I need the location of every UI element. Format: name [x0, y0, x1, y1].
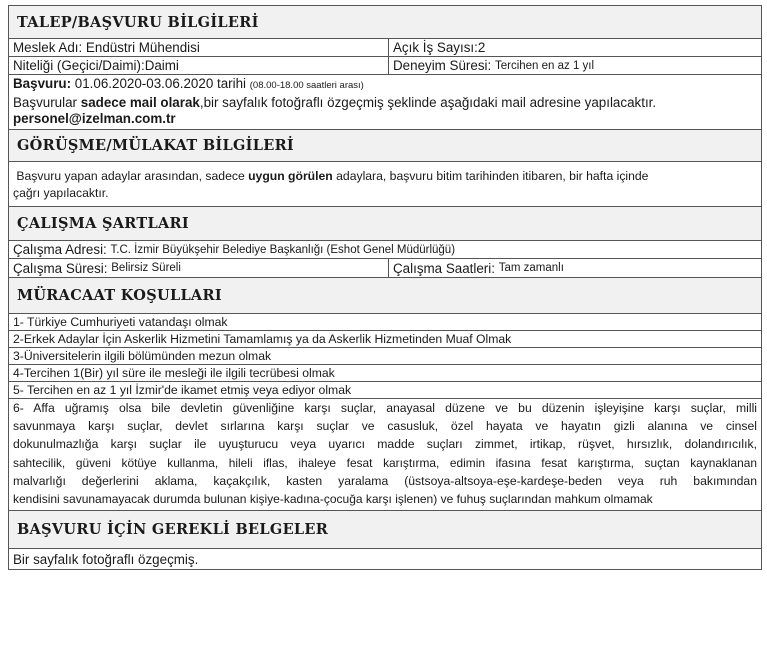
muracaat-item-text: 1- Türkiye Cumhuriyeti vatandaşı olmak — [13, 315, 228, 329]
calisma-row-1 — [8, 241, 762, 259]
item6-line: malvarlığı değerlerini aklama, kaçakçılık, kasten yaralama (üstsoya-altsoya-eşe-kardeşe-beden veya ruh bakımından — [13, 473, 757, 488]
muracaat-heading-text: MÜRACAAT KOŞULLARI — [17, 287, 222, 304]
muracaat-item-1 — [8, 314, 762, 331]
talep-row-2 — [8, 57, 762, 75]
calisma-sure-cell — [9, 259, 388, 277]
belgeler-heading-text: BAŞVURU İÇİN GEREKLİ BELGELER — [17, 521, 329, 538]
muracaat-item-5 — [8, 382, 762, 399]
deneyim-cell — [388, 57, 761, 74]
sure-label: Çalışma Süresi: — [13, 260, 108, 276]
muracaat-item-text: 3-Üniversitelerin ilgili bölümünden mezun olmak — [13, 349, 272, 363]
basvuru-block — [8, 75, 762, 130]
muracaat-item-3 — [8, 348, 762, 365]
talep-row-1 — [8, 39, 762, 57]
basvuru-line — [13, 76, 757, 95]
muracaat-item-2 — [8, 331, 762, 348]
item6-line: savunmaya karşı suçlar, devlet sırlarına karşı suçlar ve casusluk, özel hayata ve hayatın gizli alanına ve cinsel — [13, 419, 757, 434]
gorusme-line-2: çağrı yapılacaktır. — [13, 185, 109, 200]
basvuru-text-bold: sadece mail olarak — [80, 94, 200, 110]
acik-is-cell: Açık İş Sayısı:2 — [388, 39, 761, 56]
calisma-heading-text: ÇALIŞMA ŞARTLARI — [17, 215, 189, 232]
calisma-adres-cell — [9, 241, 761, 258]
adres-value: T.C. İzmir Büyükşehir Belediye Başkanlığı (Eshot Genel Müdürlüğü) — [110, 243, 456, 256]
calisma-row-2 — [8, 259, 762, 278]
deneyim-label: Deneyim Süresi: — [393, 58, 492, 73]
basvuru-text-1: Başvurular — [13, 94, 78, 110]
gorusme-text-2: adaylara, başvuru bitim tarihinden itibaren, bir hafta içinde — [336, 169, 649, 183]
email-link[interactable]: personel@izelman.com.tr — [13, 111, 176, 126]
sure-value: Belirsiz Süreli — [111, 262, 181, 274]
gorusme-line-1 — [13, 168, 757, 185]
gorusme-heading — [8, 130, 762, 162]
belgeler-text: Bir sayfalık fotoğraflı özgeçmiş. — [13, 551, 199, 567]
saat-label: Çalışma Saatleri: — [393, 260, 495, 276]
basvuru-dates: 01.06.2020-03.06.2020 tarihi — [74, 76, 247, 91]
basvuru-instruction — [13, 95, 757, 112]
item6-line: dokunulmazlığa karşı suçlar ile uyuşturucu veya uyarıcı madde suçları zimmet, irtikap, rüşvet, hırsızlık, dolandırıcılık, — [13, 437, 757, 452]
muracaat-item-6 — [8, 399, 762, 511]
muracaat-item-text: 2-Erkek Adaylar İçin Askerlik Hizmetini Tamamlamış ya da Askerlik Hizmetinden Muaf Olmak — [13, 332, 512, 346]
talep-heading — [8, 5, 762, 39]
gorusme-heading-text: GÖRÜŞME/MÜLAKAT BİLGİLERİ — [17, 137, 295, 154]
muracaat-item-text: 5- Tercihen en az 1 yıl İzmir'de ikamet etmiş veya ediyor olmak — [13, 383, 352, 397]
meslek-cell: Meslek Adı: Endüstri Mühendisi — [13, 40, 200, 55]
item6-line: kendisini savunamayacak durumda bulunan kişiye-kadına-çocuğa karşı işlenen) ve fuhuş suçlarından mahkum olmamak — [13, 492, 653, 507]
gorusme-block — [8, 162, 762, 207]
muracaat-item-text: 4-Tercihen 1(Bir) yıl süre ile mesleği ile ilgili tecrübesi olmak — [13, 366, 335, 380]
calisma-heading — [8, 207, 762, 241]
saat-value: Tam zamanlı — [498, 262, 564, 274]
talep-heading-text: TALEP/BAŞVURU BİLGİLERİ — [17, 13, 259, 31]
muracaat-item-4 — [8, 365, 762, 382]
gorusme-text-bold: uygun görülen — [248, 169, 333, 183]
gorusme-text-1: Başvuru yapan adaylar arasından, sadece — [16, 169, 245, 183]
belgeler-row — [8, 549, 762, 570]
basvuru-hours: (08.00-18.00 saatleri arası) — [249, 80, 364, 91]
deneyim-value: Tercihen en az 1 yıl — [494, 59, 595, 72]
basvuru-label: Başvuru: — [13, 76, 72, 91]
document — [8, 5, 762, 570]
item6-line: sahtecilik, güveni kötüye kullanma, hileli iflas, ihaleye fesat karıştırma, edimin ifasına fesat karıştırma, suçtan kaynaklanan — [13, 455, 757, 470]
nitelik-cell: Niteliği (Geçici/Daimi):Daimi — [13, 58, 179, 73]
muracaat-heading — [8, 278, 762, 314]
calisma-saat-cell — [388, 259, 761, 277]
basvuru-text-2: ,bir sayfalık fotoğraflı özgeçmiş şeklinde aşağıdaki mail adresine yapılacaktır. — [199, 94, 657, 110]
adres-label: Çalışma Adresi: — [13, 242, 107, 257]
belgeler-heading — [8, 511, 762, 549]
item6-line: 6- Affa uğramış olsa bile devletin güvenliğine karşı suçlar, anayasal düzene ve bu düzenin işleyişine karşı suçlar, milli — [13, 401, 757, 415]
